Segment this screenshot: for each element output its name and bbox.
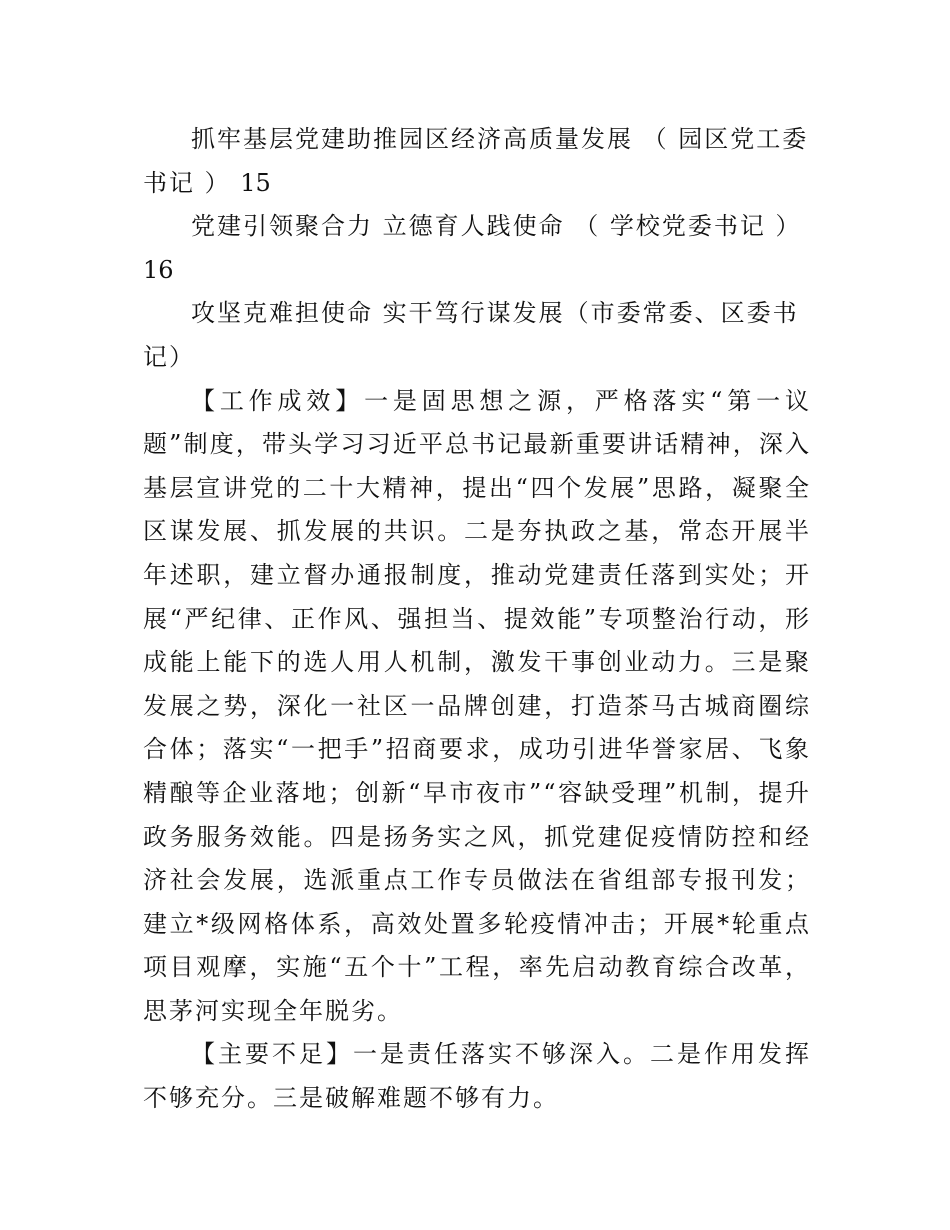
toc-entry-author: （市委常委、区委书记）	[143, 299, 799, 371]
toc-entry-title: 攻坚克难担使命 实干笃行谋发展	[191, 299, 565, 328]
shortcomings-label: 【主要不足】	[191, 1040, 353, 1069]
toc-entry-title: 党建引领聚合力 立德育人践使命	[191, 212, 565, 241]
toc-entry-page-number: 15	[240, 168, 271, 197]
achievements-label: 【工作成效】	[191, 386, 365, 415]
toc-entry-author: （ 学校党委书记 ）	[574, 212, 802, 241]
toc-entry-3	[143, 292, 811, 379]
document-page	[143, 118, 811, 1121]
shortcomings-paragraph	[143, 1033, 811, 1120]
shortcomings-text: 一是责任落实不够深入。二是作用发挥不够充分。三是破解难题不够有力。	[143, 1040, 811, 1113]
toc-entry-title: 抓牢基层党建助推园区经济高质量发展	[191, 125, 633, 153]
achievements-paragraph	[143, 380, 811, 1034]
toc-entry-2	[143, 205, 811, 292]
achievements-text: 一是固思想之源，严格落实“第一议题”制度，带头学习习近平总书记最新重要讲话精神，深入基层宣讲党的二十大精神，提出“四个发展”思路，凝聚全区谋发展、抓发展的共识。二是夯执政之基，常态开展半年述职，建立督办通报制度，推动党建责任落到实处；开展“严纪律、正作风、强担当、提效能”专项整治行动，形成能上能下的选人用人机制，激发干事创业动力。三是聚发展之势，深化一社区一品牌创建，打造茶马古城商圈综合体；落实“一把手”招商要求，成功引进华誉家居、飞象精酿等企业落地；创新“早市夜市”“容缺受理”机制，提升政务服务效能。四是扬务实之风，抓党建促疫情防控和经济社会发展，选派重点工作专员做法在省组部专报刊发；建立*级网格体系，高效处置多轮疫情冲击；开展*轮重点项目观摩，实施“五个十”工程，率先启动教育综合改革，思茅河实现全年脱劣。	[143, 386, 811, 1025]
toc-entry-1	[143, 118, 811, 205]
toc-entry-page-number: 16	[143, 255, 174, 284]
toc-entry-author: （ 园区党工委书记 ）	[143, 125, 809, 197]
